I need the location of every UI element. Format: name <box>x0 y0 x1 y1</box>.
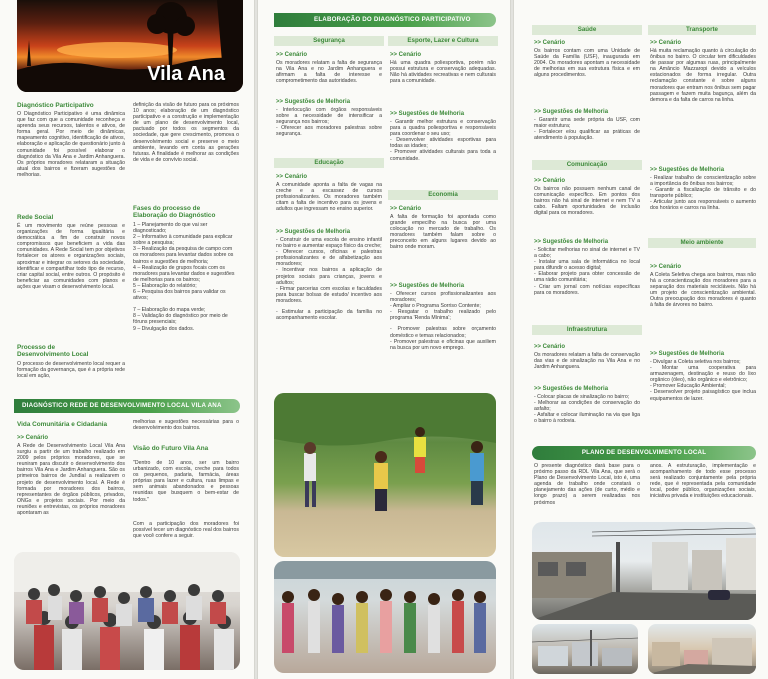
transporte-text: Há muita reclamação quanto à circulação do ônibus no bairro. O circular tem dificuldades de passar por algumas ruas, principalmente na Amâncio Mazzaropi devido a veículos estacionados de forma irregular. Outra reclamação constante é sobre alguns moradores que entram nos ônibus sem pagar passagem e fazem muita bagunça, além da demora e da falta de carros na linha. <box>650 48 756 103</box>
sug-item: - Promover palestras sobre orçamento doméstico e temas relacionados; <box>390 326 496 339</box>
rede-banner: DIAGNÓSTICO REDE DE DESENVOLVIMENTO LOCAL VILA ANA <box>14 399 240 413</box>
visao-heading: Visão do Futuro Vila Ana <box>133 445 209 452</box>
seguranca-text: Os moradores relatam a falta de segurança na Vila Ana e no Jardim Anhanguera e afirmam a falta de interesse e comprometimento das autoridades. <box>276 60 382 85</box>
educacao-sug-list <box>276 237 382 321</box>
cover-title: Vila Ana <box>147 63 225 85</box>
fase-item: 9 – Divulgação dos dados. <box>133 325 195 332</box>
visao-text-2: Com a participação dos moradores foi possível tecer um diagnóstico real dos bairros que você confere a seguir. <box>133 521 239 540</box>
sug-item: - Desenvolver projeto paisagístico que inclua equipamentos de lazer. <box>650 389 756 402</box>
sug-item: - Oferecer cursos, oficinas e palestras profissionalizantes e de alfabetização aos moradores; <box>276 249 382 268</box>
middle-panel <box>258 0 510 679</box>
transporte-sug-label: >> Sugestões de Melhoria <box>650 167 725 173</box>
group-figures <box>14 552 240 670</box>
comunicacao-text: Os bairros não possuem nenhum canal de comunicação específico. Em pontos dos bairros não há sinal de internet e nem TV a cabo. Faltam oportunidades de inclusão digital para os moradores. <box>534 186 640 217</box>
sunset-cover-photo <box>17 0 243 92</box>
sug-item: - Promover atividades culturais para toda a comunidade. <box>390 149 496 162</box>
sug-item: - Realizar trabalho de conscientização sobre a importância do ônibus nos bairros; <box>650 175 756 188</box>
transporte-heading: Transporte <box>648 25 756 35</box>
vida-cenario-label: >> Cenário <box>17 435 49 441</box>
sug-item: - Oferecer cursos profissionalizantes aos moradores; <box>390 291 496 304</box>
economia-text: A falta de formação foi apontada como grande empecilho na busca por uma colocação no mercado de trabalho. Os moradores também falam sobre o preconceito em alguns lugares devido ao bairro onde moram. <box>390 214 496 251</box>
sug-item: - Elaborar projeto para obter concessão de uma rádio comunitária; <box>534 271 640 284</box>
sug-item: - Promover palestras e oficinas que auxiliem na busca por um novo emprego. <box>390 338 496 351</box>
fase-item: 3 – Realização da pesquisa de campo com os moradores para levantar dados sobre os bairros e sugestões de melhoria; <box>133 246 234 265</box>
infra-cenario-label: >> Cenário <box>534 344 566 350</box>
esporte-text: Há uma quadra poliesportiva, porém não possui estrutura e conservação adequadas. Não há atividades recreativas e nem culturais para a comunidade. <box>390 60 496 85</box>
sug-item: - Criar um jornal com notícias específicas para os moradores. <box>534 283 640 296</box>
street-photo-small-right <box>648 624 756 674</box>
economia-heading: Economia <box>388 190 498 200</box>
saude-sug-label: >> Sugestões de Melhoria <box>534 109 609 115</box>
sug-item: - Garantir melhor estrutura e conservação para a quadra poliesportiva e responsáveis para coordenar o seu uso; <box>390 119 496 138</box>
fase-item: 2 – Informativo à comunidade para explicar sobre a pesquisa; <box>133 234 233 247</box>
vida-cont-text: melhorias e sugestões necessárias para o desenvolvimento dos bairros. <box>133 419 239 432</box>
educacao-heading: Educação <box>274 158 384 168</box>
processo-text: O processo de desenvolvimento local requer a formação da governança, que é a própria rede local em ação, <box>17 361 125 380</box>
sug-item: - Ampliar o Programa Sorriso Contente; <box>390 303 481 310</box>
economia-cenario-label: >> Cenário <box>390 206 422 212</box>
esporte-cenario-label: >> Cenário <box>390 52 422 58</box>
meio-sug-label: >> Sugestões de Melhoria <box>650 351 725 357</box>
sug-item: - Melhorar as condições de conservação do asfalto; <box>534 400 640 413</box>
transporte-cenario-label: >> Cenário <box>650 40 682 46</box>
processo-heading: Processo de Desenvolvimento Local <box>17 344 89 359</box>
right-panel <box>514 0 768 679</box>
sug-item: - Desenvolver atividades esportivas para todas as idades; <box>390 137 496 150</box>
infra-sug-list <box>534 394 640 424</box>
sug-item: - Incentivar nos bairros a aplicação de projetos sociais para crianças, jovens e adultos; <box>276 267 382 286</box>
children-field-photo <box>274 393 496 557</box>
sug-item: - Garantir uma sede própria da USF, com maior estrutura; <box>534 117 640 130</box>
plano-banner: PLANO DE DESENVOLVIMENTO LOCAL <box>532 446 756 460</box>
diag-text: O Diagnóstico Participativo é uma dinâmica que faz com que a comunidade reconheça e aprenda seus recursos, talentos e ativos, de forma geral. Por meio de dinâmicas, mapeamento cognitivo, identificação de ativos, elaboração e aplicação de questionário junto à comunidade foi possível elaborar o diagnóstico da Vila Ana e Jardim Anhanguera. Os próprios moradores relataram a situação atual dos bairros e fizeram sugestões de melhorias. <box>17 111 125 178</box>
meio-heading: Meio ambiente <box>648 238 756 248</box>
seguranca-sug-list <box>276 107 382 137</box>
sug-item: - Instalar uma sala de informática no local para difundir o acesso digital; <box>534 259 640 272</box>
fase-item: 6 – Pesquisa dos bairros para validar os ativos; <box>133 289 226 302</box>
esporte-sug-list <box>390 119 496 162</box>
meio-sug-list <box>650 359 756 402</box>
hill-street-scene <box>648 624 756 674</box>
children-row-figures <box>274 561 496 673</box>
sug-item: - Interlocução com órgãos responsáveis sobre a necessidade de intensificar a segurança nos bairros; <box>276 107 382 126</box>
comunicacao-cenario-label: >> Cenário <box>534 178 566 184</box>
saude-text: Os bairros contam com uma Unidade de Saúde da Família (USF), inaugurada em 2004. Os moradores apontam a necessidade de melhorias em sua estrutura física e em alguns procedimentos. <box>534 48 640 79</box>
field-scene <box>274 393 496 557</box>
educacao-sug-label: >> Sugestões de Melhoria <box>276 229 351 235</box>
houses-scene <box>532 624 638 674</box>
sug-item: - Firmar parcerias com escolas e faculdades para buscar bolsas de estudo/ incentivo aos moradores. <box>276 285 382 304</box>
comunicacao-sug-label: >> Sugestões de Melhoria <box>534 239 609 245</box>
sug-item: - Montar uma cooperativa para armazenagem, destinação e reuso do lixo orgânico (óleo), não orgânico e eletrônico; <box>650 365 756 384</box>
fase-item: 4 – Realização de grupos focais com os moradores para levantar dados e sugestões de melhorias para os bairros; <box>133 264 235 283</box>
left-panel <box>0 0 254 679</box>
process-col2-text: definição da visão de futuro para os próximos 10 anos; elaboração de um diagnóstico participativo e a construção e implementação de um plano de desenvolvimento local, pactuado por todos os segmentos da sociedade, que gere crescimento, promova o desenvolvimento social e preserve o meio ambiente, levando em conta as gerações futuras. A finalidade é melhorar as condições de vida e de convívio social. <box>133 102 239 163</box>
esporte-heading: Esporte, Lazer e Cultura <box>388 36 498 46</box>
street-photo-large <box>532 522 756 620</box>
seguranca-cenario-label: >> Cenário <box>276 52 308 58</box>
street-scene <box>532 522 756 620</box>
plano-text-1: O presente diagnóstico dará base para o próximo passo da RDL Vila Ana, que será o Plano de Desenvolvimento Local, isto é, uma agenda de trabalho onde constará o planejamento das ações (de curto, médio e longo prazo) a serem realizadas nos próximos <box>534 463 640 506</box>
sug-item: - Estimular a participação da família no acompanhamento escolar. <box>276 309 382 322</box>
rede-heading: Rede Social <box>17 214 54 221</box>
infra-sug-label: >> Sugestões de Melhoria <box>534 386 609 392</box>
vida-text: A Rede de Desenvolvimento Local Vila Ana surgiu a partir de um trabalho realizado em 2009 pelos próprios moradores, que se reuniram para discutir o desenvolvimento dos bairros Vila Ana e Jardim Anhanguera. São os primeiros bairros de Jundiaí a realizarem o projeto de desenvolvimento local. A Rede é formada por moradores dos bairros, representantes de órgãos públicos, privados, ONGs e projetos sociais. Por meio da reuniões e entrevistas, os próprios moradores apontaram as <box>17 443 125 517</box>
infra-heading: Infraestrutura <box>532 325 642 335</box>
comunicacao-sug-list <box>534 247 640 296</box>
sug-item: - Resgatar o trabalho realizado pelo programa 'Renda Mínima'; <box>390 309 496 322</box>
sug-item: - Garantir a fiscalização de trânsito e do transporte público; <box>650 187 756 200</box>
sug-item: - Asfaltar e colocar iluminação na via que liga o bairro à rodovia. <box>534 412 640 425</box>
diag-heading: Diagnóstico Participativo <box>17 102 94 109</box>
seguranca-sug-label: >> Sugestões de Melhoria <box>276 99 351 105</box>
sug-item: - Promover Educação Ambiental; <box>650 383 726 390</box>
economia-sug-label: >> Sugestões de Melhoria <box>390 283 465 289</box>
sug-item: - Oferecer aos moradores palestras sobre segurança. <box>276 125 382 138</box>
middle-banner: ELABORAÇÃO DO DIAGNÓSTICO PARTICIPATIVO <box>274 13 496 27</box>
educacao-cenario-label: >> Cenário <box>276 174 308 180</box>
sug-item: - Solicitar melhorias no sinal de internet e TV a cabo; <box>534 247 640 260</box>
vida-heading: Vida Comunitária e Cidadania <box>17 421 108 428</box>
fases-list <box>133 222 239 332</box>
educacao-text: A comunidade aponta a falta de vagas na creche e a escassez de cursos profissionalizantes. Os moradores também citam a falta de incentivo para os jovens e adultos que ingressam no ensino superior. <box>276 182 382 213</box>
saude-cenario-label: >> Cenário <box>534 40 566 46</box>
fase-item: 5 – Elaboração do relatório; <box>133 282 197 289</box>
saude-heading: Saúde <box>532 25 642 35</box>
sug-item: - Fortalecer e/ou qualificar as práticas de atendimento à população. <box>534 129 640 142</box>
rede-text: É um movimento que reúne pessoas e organizações de forma igualitária e democrática a fim de construir novos compromissos que beneficiem a vida das comunidades. A Rede Social tem por objetivos fortalecer os atores e organizações sociais, aproximar e integrar os setores da sociedade, identificar e compartilhar todo tipo de recurso, criar capital social, entre outros. O propósito é beneficiar as comunidades com planos e ações que visam o desenvolvimento local. <box>17 223 125 290</box>
fase-item: 1 – Planejamento do que vai ser diagnosticado; <box>133 222 208 235</box>
meio-text: A Coleta Seletiva chega aos bairros, mas não há a conscientização dos moradores para a separação dos materiais recicláveis. Não há um projeto de conscientização ambiental. Outra preocupação dos moradores é quanto à falta de árvores no bairro. <box>650 272 756 309</box>
sug-item: - Articular junto aos responsáveis o aumento dos horários e carros na linha. <box>650 199 756 212</box>
community-group-photo <box>14 552 240 670</box>
meio-cenario-label: >> Cenário <box>650 264 682 270</box>
plano-text-2: anos. A estruturação, implementação e acompanhamento de todo esse processo será realizado conjuntamente pela própria rede, que é representada pela comunidade local, poder público, organizações sociais, iniciativa privada e instituições educacionais. <box>650 463 756 500</box>
fase-item: 8 – Validação do diagnóstico por meio de fóruns presenciais; <box>133 313 228 326</box>
children-row-photo <box>274 561 496 673</box>
infra-text: Os moradores relatam a falta de conservação das vias e de sinalização na Vila Ana e no Jardim Anhanguera. <box>534 352 640 371</box>
esporte-sug-label: >> Sugestões de Melhoria <box>390 111 465 117</box>
fase-item: 7 – Elaboração do mapa verde; <box>133 307 206 314</box>
visao-text: "Dentro de 10 anos, ser um bairro urbanizado, com escola, creche para todos os pequenos, padaria, farmácia, áreas próprias para lazer e cultura, ruas limpas e sem animais abandonados e pessoas reunidas que busquem o bem-estar de todos." <box>133 460 239 503</box>
sug-item: - Construir de uma escola de ensino infantil no bairro e aumentar espaço físico da creche; <box>276 237 382 250</box>
seguranca-heading: Segurança <box>274 36 384 46</box>
sug-item: - Colocar placas de sinalização no bairro; <box>534 394 630 400</box>
fases-heading: Fases do processo de Elaboração do Diagnóstico <box>133 205 216 220</box>
saude-sug-list <box>534 117 640 141</box>
sug-item: - Divulgar a Coleta seletiva nos bairros; <box>650 359 741 365</box>
street-photo-small-left <box>532 624 638 674</box>
economia-sug-list <box>390 291 496 351</box>
comunicacao-heading: Comunicação <box>532 160 642 170</box>
transporte-sug-list <box>650 175 756 212</box>
